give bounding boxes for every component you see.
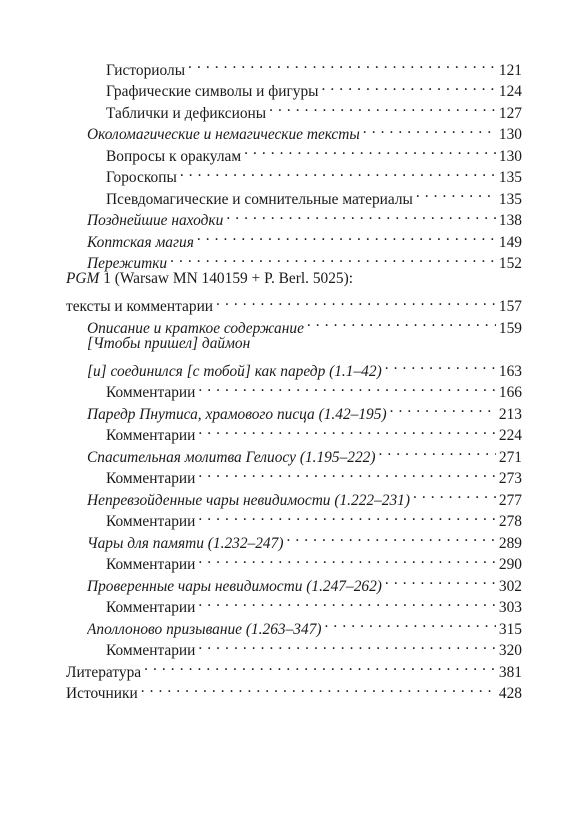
dot-leader [413, 483, 496, 505]
toc-entry-title: Описание и краткое содержание [87, 319, 304, 337]
dot-leader [269, 96, 496, 118]
toc-entry-title: Паредр Пнутиса, храмового писца (1.42–195) [87, 405, 387, 423]
toc-entry-title: Комментарии [106, 513, 196, 530]
toc-entry-title: Коптская магия [87, 233, 194, 251]
table-of-contents [66, 53, 522, 702]
toc-entry-title: Графические символы и фигуры [106, 83, 319, 100]
toc-entry-page: 135 [498, 190, 522, 208]
dot-leader [322, 75, 496, 97]
toc-entry [66, 268, 522, 290]
toc-entry-page: 135 [498, 169, 522, 186]
toc-entry-page: 428 [498, 685, 522, 702]
toc-entry-title: Псевдомагические и сомнительные материалы [106, 190, 413, 208]
toc-entry-title: Комментарии [106, 470, 196, 487]
dot-leader [170, 247, 496, 269]
dot-leader [198, 376, 496, 398]
toc-entry-title: Комментарии [106, 599, 196, 616]
toc-entry-page: 315 [498, 620, 522, 638]
toc-entry-title: Комментарии [106, 556, 196, 573]
toc-entry-page: 130 [498, 147, 522, 165]
toc-entry-page: 277 [498, 491, 522, 509]
toc-entry [66, 53, 522, 79]
dot-leader [198, 462, 496, 484]
dot-leader [307, 311, 496, 333]
toc-entry-title: Комментарии [106, 427, 196, 444]
toc-entry-page: 159 [498, 319, 522, 337]
toc-entry-title: Комментарии [106, 384, 196, 401]
dot-leader [180, 161, 496, 183]
dot-leader [144, 655, 496, 677]
toc-entry-title: тексты и комментарии [66, 298, 214, 315]
toc-entry-page: 278 [498, 513, 522, 530]
toc-entry-title: Спасительная молитва Гелиосу (1.195–222) [87, 448, 376, 466]
dot-leader [385, 354, 496, 376]
toc-entry-page: 302 [498, 577, 522, 595]
toc-entry-title: Комментарии [106, 642, 196, 659]
dot-leader [216, 290, 496, 312]
toc-entry-title: Аполлоново призывание (1.263–347) [87, 620, 322, 638]
toc-entry-page: 303 [498, 599, 522, 616]
toc-entry-title-italic: PGM [66, 270, 100, 287]
toc-entry-title-rest: 1 (Warsaw MN 140159 + P. Berl. 5025): [99, 270, 354, 287]
dot-leader [141, 677, 496, 699]
toc-entry-page: 163 [498, 362, 522, 380]
toc-entry-title: Пережитки [87, 255, 168, 272]
toc-entry-page: 381 [498, 663, 522, 681]
toc-entry-title: [Чтобы пришел] даймон [87, 334, 251, 352]
toc-entry-title: Литература [66, 663, 142, 681]
toc-entry-page: 130 [498, 126, 522, 143]
dot-leader [226, 204, 496, 226]
dot-leader [244, 139, 496, 161]
toc-entry-page: 320 [498, 642, 522, 659]
toc-entry-title: Проверенные чары невидимости (1.247–262) [87, 577, 382, 595]
toc-entry-page: 127 [498, 104, 522, 122]
toc-entry-page: 157 [498, 298, 522, 315]
toc-entry-title: Чары для памяти (1.232–247) [87, 534, 284, 552]
dot-leader [325, 612, 496, 634]
dot-leader [198, 591, 496, 613]
toc-entry-page: 152 [498, 255, 522, 272]
toc-entry-page: 149 [498, 233, 522, 251]
toc-entry-page: 289 [498, 534, 522, 552]
toc-entry-title: Таблички и дефиксионы [106, 104, 267, 122]
dot-leader [198, 419, 496, 441]
toc-entry-page: 290 [498, 556, 522, 573]
toc-entry-page: 224 [498, 427, 522, 444]
dot-leader [198, 505, 496, 527]
toc-entry-title: Околомагические и немагические тексты [87, 126, 360, 143]
dot-leader [198, 634, 496, 656]
toc-entry [66, 354, 522, 380]
toc-entry-title: Источники [66, 685, 138, 702]
toc-entry-page: 121 [498, 61, 522, 79]
toc-entry-title [66, 268, 353, 290]
dot-leader [390, 397, 496, 419]
dot-leader [363, 118, 496, 140]
dot-leader [188, 53, 496, 75]
dot-leader [378, 440, 495, 462]
dot-leader [416, 182, 496, 204]
toc-entry-title: Непревзойденные чары невидимости (1.222–231) [87, 491, 411, 509]
toc-entry [66, 290, 522, 315]
toc-entry-page: 138 [498, 212, 522, 229]
toc-entry-title: [и] соединился [с тобой] как паредр (1.1–42) [87, 362, 382, 380]
toc-entry-page: 271 [498, 448, 522, 466]
dot-leader [385, 569, 496, 591]
toc-entry-page: 124 [498, 83, 522, 100]
dot-leader [198, 548, 496, 570]
dot-leader [197, 225, 496, 247]
toc-entry-page: 213 [498, 405, 522, 423]
toc-entry-page: 273 [498, 470, 522, 487]
dot-leader [286, 526, 495, 548]
toc-entry-page: 166 [498, 384, 522, 401]
toc-entry-title: Гисториолы [106, 61, 186, 79]
toc-entry-title: Гороскопы [106, 169, 177, 186]
toc-entry-title: Вопросы к оракулам [106, 147, 242, 165]
toc-entry-title: Позднейшие находки [87, 212, 224, 229]
